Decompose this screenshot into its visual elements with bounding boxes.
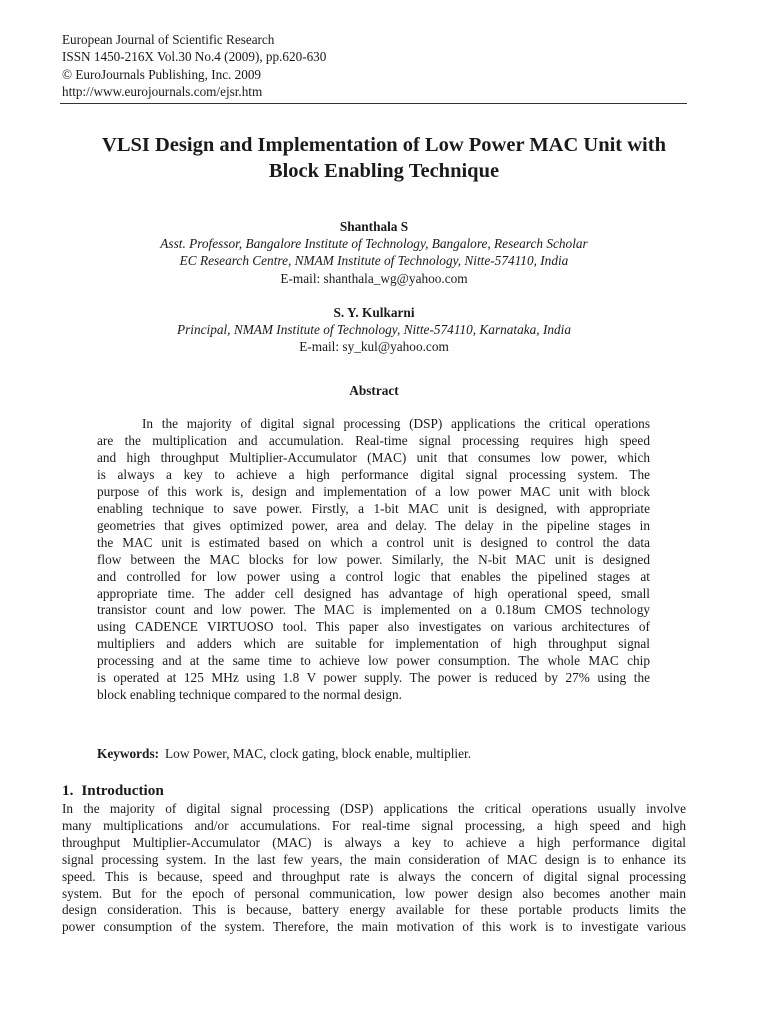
header-divider [60,103,687,104]
author-email[interactable]: E-mail: shanthala_wg@yahoo.com [280,270,468,286]
abstract-line: enabling technique to save power. Firstly, a 1-bit MAC unit is designed, with appropriate [97,500,650,516]
abstract-line: and high throughput Multiplier-Accumulator (MAC) unit that consumes low power, which [97,449,650,465]
abstract-line: geometries that gives optimized power, area and delay. The delay in the pipeline stages in [97,517,650,533]
abstract-line: are the multiplication and accumulation. Real-time signal processing requires high speed [97,432,650,448]
abstract-line: is operated at 125 MHz using 1.8 V power supply. The power is reduced by 27% using the [97,670,650,686]
section-heading-introduction [62,781,462,800]
abstract-line: block enabling technique compared to the normal design. [97,687,402,703]
abstract-line: processing and at the same time to achieve low power consumption. The whole MAC chip [97,653,650,669]
abstract-line: the MAC unit is estimated based on which a control unit is designed to control the data [97,534,650,550]
body-line: power consumption of the system. Therefore, the main motivation of this work is to investigate various [62,919,686,935]
paper-title-line-1: VLSI Design and Implementation of Low Power MAC Unit with [102,134,666,156]
author-block [60,304,688,356]
paper-title-line-2: Block Enabling Technique [268,160,500,182]
abstract-line: using CADENCE VIRTUOSO tool. This paper also investigates on various architectures of [97,619,650,635]
abstract-line: is always a key to achieve a high performance digital signal processing system. The [97,466,650,482]
journal-copyright: © EuroJournals Publishing, Inc. 2009 [62,66,262,82]
abstract-line: flow between the MAC blocks for low power. Similarly, the N-bit MAC unit is designed [97,551,650,567]
author-block [60,218,688,287]
abstract-heading: Abstract [349,383,399,398]
journal-name: European Journal of Scientific Research [62,32,275,47]
body-line: system. But for the epoch of personal communication, low power design also becomes another main [62,885,686,901]
body-line: signal processing system. In the last few years, the main consideration of MAC design is to enhance its [62,851,686,867]
keywords-label: Keywords: [97,746,160,761]
paper-title [40,132,728,184]
abstract-line: In the majority of digital signal processing (DSP) applications the critical operations [142,416,650,431]
abstract-body [97,416,650,704]
journal-header [62,31,702,101]
journal-issn: ISSN 1450-216X Vol.30 No.4 (2009), pp.620-630 [62,49,327,65]
abstract-line: appropriate time. The adder cell designed has advantage of high operational speed, small [97,585,650,601]
abstract-line: purpose of this work is, design and implementation of a low power MAC unit with block [97,483,650,499]
body-line: In the majority of digital signal processing (DSP) applications the critical operations usually involve [62,801,686,816]
author-name: S. Y. Kulkarni [333,305,415,320]
body-line: design consideration. This is because, battery energy available for these portable products limits the [62,902,686,918]
abstract-line: and controlled for low power using a control logic that enables the pipelined stages at [97,568,650,584]
body-line: throughput Multiplier-Accumulator (MAC) is always a key to achieve a high performance digital [62,834,686,850]
author-affiliation: Principal, NMAM Institute of Technology, Nitte-574110, Karnataka, India [176,322,572,338]
body-line: speed. This is because, speed and throughput rate is always the concern of digital signal processing [62,868,686,884]
keywords-value: Low Power, MAC, clock gating, block enable, multiplier. [165,746,472,761]
section-number: 1. [62,782,74,799]
body-line: many multiplications and/or accumulations. For real-time signal processing, a high speed and high [62,817,686,833]
abstract-line: multipliers and adders which are suitable for implementation of high throughput signal [97,636,650,652]
section-title: Introduction [81,782,164,799]
author-name: Shanthala S [339,219,409,234]
author-email[interactable]: E-mail: sy_kul@yahoo.com [299,339,449,355]
keywords [97,745,657,762]
author-affiliation: Asst. Professor, Bangalore Institute of Technology, Bangalore, Research Scholar [160,236,588,252]
author-affiliation: EC Research Centre, NMAM Institute of Technology, Nitte-574110, India [179,253,569,269]
abstract-line: transistor count and low power. The MAC is implemented on a 0.18um CMOS technology [97,602,650,618]
introduction-body [62,801,686,936]
journal-url[interactable]: http://www.eurojournals.com/ejsr.htm [62,84,263,100]
